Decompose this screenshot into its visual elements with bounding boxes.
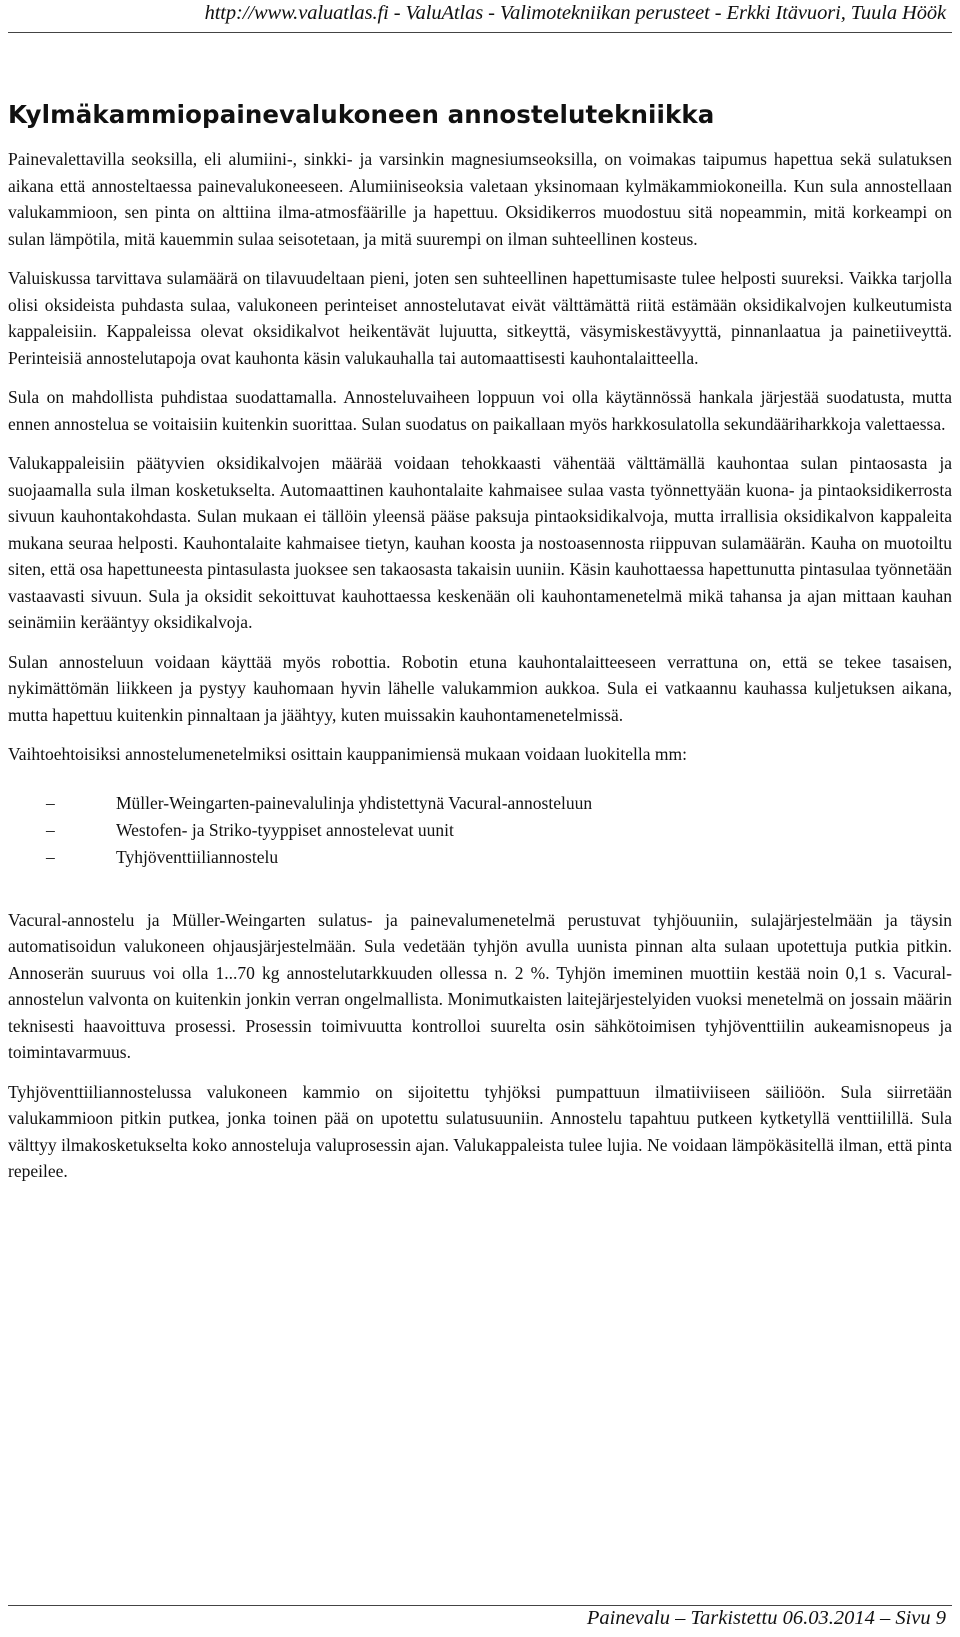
footer-divider xyxy=(8,1605,952,1606)
page-title: Kylmäkammiopainevalukoneen annostelutekniikka xyxy=(8,100,715,129)
dash-marker: – xyxy=(46,846,55,867)
paragraph: Sulan annosteluun voidaan käyttää myös robottia. Robotin etuna kauhontalaitteeseen verrattuna on, että se tekee tasaisen, nykimättömän liikkeen ja pystyy kauhomaan hyvin lähelle valukammion aukkoa. Sula ei vatkaannu kauhassa kuljetuksen aikana, mutta hapettuu kuitenkin pinnaltaan ja jäähtyy, kuten muissakin kauhontamenetelmissä. xyxy=(8,651,952,725)
paragraph: Valuiskussa tarvittava sulamäärä on tilavuudeltaan pieni, joten sen suhteellinen hapettumisaste tulee helposti suureksi. Vaikka tarjolla olisi oksideista puhdasta sulaa, valukoneen perinteiset annostelutavat eivät välttämättä riitä estämään oksidikalvojen kulkeutumista kappaleisiin. Kappaleissa olevat oksidikalvot heikentävät lujuutta, sitkeyttä, väsymiskestävyyttä, pinnanlaatua ja painetiiveyttä. Perinteisiä annostelutapoja ovat kauhonta käsin valukauhalla tai automaattisesti kauhontalaitteella. xyxy=(8,268,952,368)
paragraph: Painevalettavilla seoksilla, eli alumiini-, sinkki- ja varsinkin magnesiumseoksilla, on voimakas taipumus hapettua sekä sulatuksen aikana että annosteltaessa painevalukoneeseen. Alumiiniseoksia valetaan yksinomaan kylmäkammiokoneilla. Kun sula annostellaan valukammioon, sen pinta on alttiina ilma-atmosfäärille ja hapettuu. Oksidikerros muodostuu sitä nopeammin, mitä korkeampi on sulan lämpötila, mitä kauemmin sulaa seisotetaan, ja mitä suurempi on ilman suhteellinen kosteus. xyxy=(8,149,952,249)
list-item xyxy=(8,844,952,871)
document-body xyxy=(8,146,952,1198)
page-footer: Painevalu – Tarkistettu 06.03.2014 – Sivu 9 xyxy=(586,1607,946,1629)
paragraph: Vacural-annostelu ja Müller-Weingarten sulatus- ja painevalumenetelmä perustuvat tyhjöuuniin, sulajärjestelmään ja täysin automatisoidun valukoneen ohjausjärjestelmään. Sula vedetään tyhjön avulla uunista pinnan alta sulaan upotettuja putkia pitkin. Annoserän suuruus voi olla 1...70 kg annostelutarkkuuden ollessa n. 2 %. Tyhjön imeminen muottiin kestää noin 0,1 s. Vacural-annostelun valvonta on kuitenkin jonkin verran ongelmallista. Monimutkaisten laitejärjestelyiden vuoksi menetelmä on jossain määrin teknisesti haavoittuva prosessi. Prosessin toimivuutta kontrolloi suurelta osin sähkötoimisen tyhjöventtiilin aukeamisnopeus ja toimintavarmuus. xyxy=(8,909,952,1062)
header-source-text: http://www.valuatlas.fi - ValuAtlas - Valimotekniikan perusteet - Erkki Itävuori, Tuula Höök xyxy=(204,2,946,24)
header-divider xyxy=(8,32,952,33)
dash-marker: – xyxy=(46,792,55,813)
paragraph: Vaihtoehtoisiksi annostelumenetelmiksi osittain kauppanimiensä mukaan voidaan luokitella mm: xyxy=(8,744,687,764)
method-list xyxy=(8,790,952,871)
list-item-text: Westofen- ja Striko-tyyppiset annostelevat uunit xyxy=(116,819,454,840)
page-header xyxy=(0,0,960,30)
list-item xyxy=(8,817,952,844)
list-item-text: Müller-Weingarten-painevalulinja yhdistettynä Vacural-annosteluun xyxy=(116,792,593,813)
list-item-text: Tyhjöventtiiliannostelu xyxy=(116,846,279,867)
dash-marker: – xyxy=(46,819,55,840)
paragraph: Tyhjöventtiiliannostelussa valukoneen kammio on sijoitettu tyhjöksi pumpattuun ilmatiiviiseen säiliöön. Sula siirretään valukammioon pitkin putkea, jonka toinen pää on upotettu sulatusuuniin. Annostelu tapahtuu putkeen kytketyllä venttiilillä. Sula välttyy ilmakosketukselta koko annosteluja valuprosessin ajan. Valukappaleista tulee lujia. Ne voidaan lämpökäsitellä ilman, että pinta repeilee. xyxy=(8,1081,952,1181)
paragraph: Sula on mahdollista puhdistaa suodattamalla. Annosteluvaiheen loppuun voi olla käytännössä hankala järjestää suodatusta, mutta ennen annostelua se voitaisiin kuitenkin suorittaa. Sulan suodatus on paikallaan myös harkkosulatolla sekundääriharkkoja valettaessa. xyxy=(8,387,952,434)
list-item xyxy=(8,790,952,817)
paragraph: Valukappaleisiin päätyvien oksidikalvojen määrää voidaan tehokkaasti vähentää välttämällä kauhontaa sulan pintaosasta ja suojaamalla sula ilman kosketukselta. Automaattinen kauhontalaite kahmaisee sulaa vasta työnnettyään kuona- ja pintaoksidikerrosta sivuun kauhontakohdasta. Sulan mukaan ei tällöin yleensä pääse paksuja pintaoksidikalvoja, mutta irrallisia oksidikalvon kappaleita mukana seuraa helposti. Kauhontalaite kahmaisee tietyn, kauhan koosta ja nostoasennosta riippuvan sulamäärän. Kauha on muotoiltu siten, että osa hapettuneesta pintasulasta juoksee sen takaosasta takaisin uuniin. Käsin kauhottaessa hapettunutta pintasulaa työnnetään vastaavasti sivuun. Sula ja oksidit sekoittuvat kauhottaessa keskenään oli kauhontamenetelmä mikä tahansa ja ajan mittaan kauhan seinämiin kerääntyy oksidikalvoja. xyxy=(8,453,952,632)
